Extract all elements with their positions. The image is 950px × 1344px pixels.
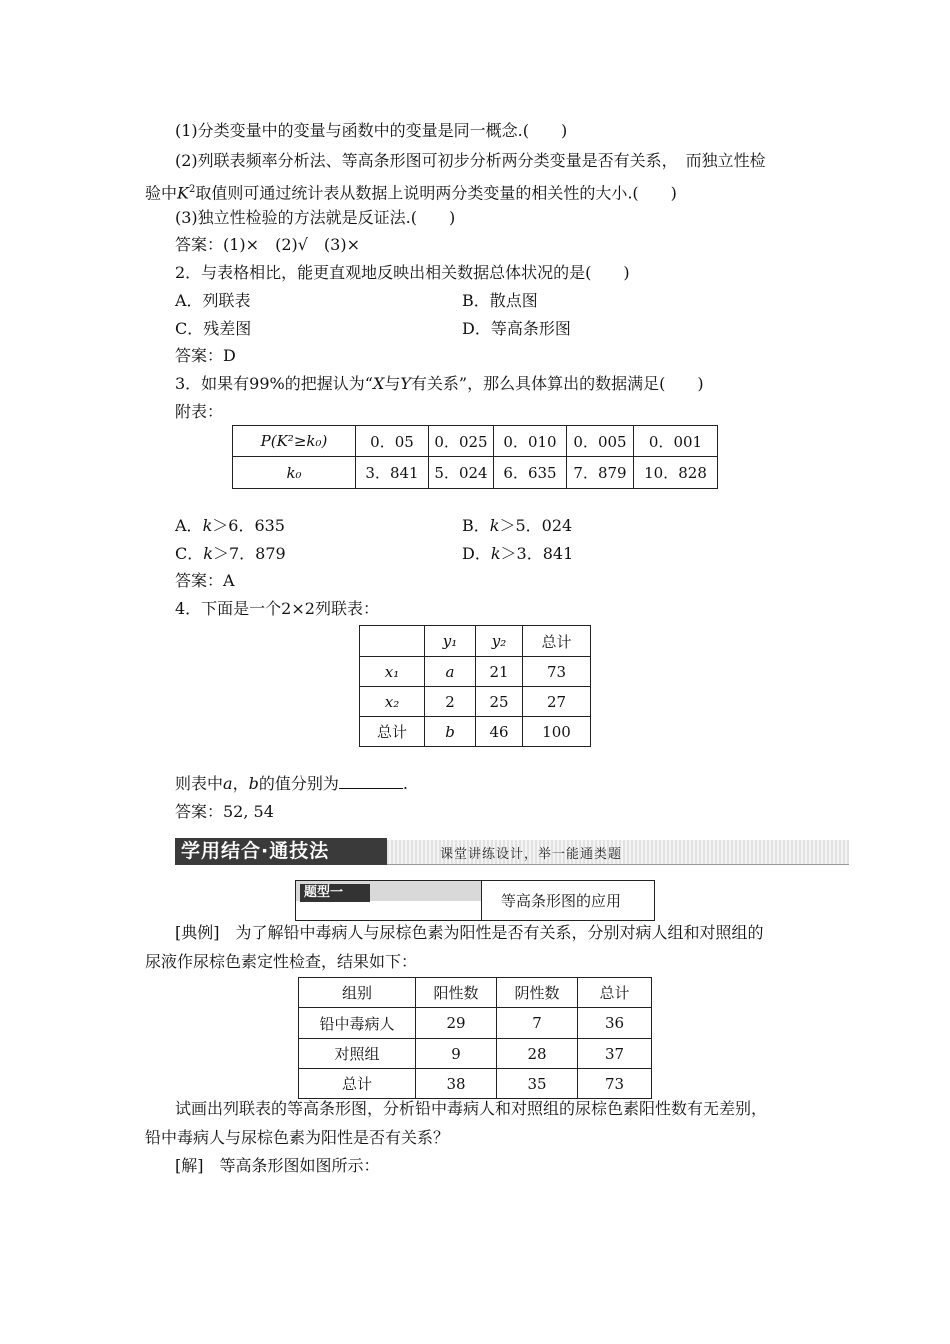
option-value: ＞6．635 [212, 516, 285, 535]
table-cell: 0．001 [634, 426, 718, 457]
table-cell: 21 [476, 657, 523, 687]
example-question-2: 铅中毒病人与尿棕色素为阳性是否有关系？ [145, 1128, 450, 1147]
q1-answer: 答案：(1)× (2)√ (3)× [175, 235, 361, 254]
table-cell: 0．010 [494, 426, 567, 457]
q3-stem [175, 374, 704, 394]
table-cell: 29 [416, 1008, 497, 1039]
answer-blank [339, 774, 403, 789]
critical-value-table [232, 425, 718, 489]
k-exponent: 2 [188, 184, 196, 195]
q1-s2b-pre: 验中 [145, 183, 178, 203]
table-cell: 0．05 [356, 426, 429, 457]
table-cell [360, 626, 425, 657]
table-row [299, 1039, 652, 1069]
table-cell: 35 [497, 1069, 578, 1099]
section-banner-title: 学用结合·通技法 [175, 838, 387, 865]
table-cell: b [425, 717, 476, 747]
k-var: k [202, 516, 213, 535]
table-cell: 73 [523, 657, 591, 687]
option-letter: C． [175, 544, 204, 563]
topic-tag-label: 题型一 [300, 884, 370, 902]
option-letter: A． [175, 516, 203, 535]
contingency-table-2x2 [359, 625, 591, 747]
topic-title: 等高条形图的应用 [501, 892, 622, 910]
table-row [360, 687, 591, 717]
ask-text: 则表中 [175, 774, 224, 793]
table-cell: 总计 [578, 978, 652, 1008]
table-cell: 2 [425, 687, 476, 717]
q4-stem: 4．下面是一个2×2列联表： [175, 599, 379, 618]
example-question-1: 试画出列联表的等高条形图，分析铅中毒病人和对照组的尿棕色素阳性数有无差别， [175, 1099, 768, 1118]
q3-appendix-label: 附表： [175, 402, 224, 421]
table-cell: 5．024 [429, 457, 494, 489]
ask-sep: ， [232, 774, 249, 793]
section-banner-subtitle: 课堂讲练设计，举一能通类题 [440, 847, 623, 862]
q1-statement-3: (3)独立性检验的方法就是反证法.( ) [175, 208, 456, 227]
example-intro-2: 尿液作尿棕色素定性检查，结果如下： [145, 952, 418, 971]
table-cell: 38 [416, 1069, 497, 1099]
table-cell: 阳性数 [416, 978, 497, 1008]
table-cell: P(K²≥k₀) [233, 426, 356, 457]
table-cell: 0．025 [429, 426, 494, 457]
q3-stem-post: 有关系”，那么具体算出的数据满足( ) [410, 374, 704, 393]
option-letter: B． [462, 516, 490, 535]
table-cell: 对照组 [299, 1039, 416, 1069]
table-cell: 25 [476, 687, 523, 717]
table-cell: 7 [497, 1008, 578, 1039]
lead-poisoning-table [298, 977, 652, 1099]
var-b: b [248, 774, 259, 793]
table-cell: x₂ [360, 687, 425, 717]
example-solution: [解] 等高条形图如图所示： [175, 1156, 380, 1175]
q3-stem-mid: 与 [384, 374, 401, 393]
table-row [299, 1069, 652, 1099]
table-cell: 总计 [523, 626, 591, 657]
table-row [360, 657, 591, 687]
q4-answer: 答案：52, 54 [175, 802, 274, 821]
table-cell: 铅中毒病人 [299, 1008, 416, 1039]
table-cell: y₂ [476, 626, 523, 657]
table-cell: 3．841 [356, 457, 429, 489]
table-row [299, 1008, 652, 1039]
option-value: ＞5．024 [499, 516, 573, 535]
table-cell: 100 [523, 717, 591, 747]
q1-statement-2b [145, 180, 677, 203]
table-cell: 0．005 [567, 426, 634, 457]
q4-ask [175, 774, 408, 794]
option-value: ＞7．879 [212, 544, 286, 563]
table-cell: 46 [476, 717, 523, 747]
option-value: ＞3．841 [500, 544, 574, 563]
table-cell: 9 [416, 1039, 497, 1069]
table-cell: 总计 [299, 1069, 416, 1099]
table-cell: x₁ [360, 657, 425, 687]
table-cell: 27 [523, 687, 591, 717]
table-cell: 总计 [360, 717, 425, 747]
table-row [360, 626, 591, 657]
table-cell: 73 [578, 1069, 652, 1099]
example-intro-1: [典例] 为了解铅中毒病人与尿棕色素为阳性是否有关系，分别对病人组和对照组的 [175, 923, 764, 942]
topic-tag-background [296, 881, 482, 920]
q2-option-b: B．散点图 [462, 291, 538, 310]
ask-text: 的值分别为 [258, 774, 339, 793]
k-symbol: K [177, 183, 189, 203]
table-cell: y₁ [425, 626, 476, 657]
q3-option-b [462, 516, 572, 536]
table-cell: 10．828 [634, 457, 718, 489]
option-letter: D． [462, 544, 491, 563]
table-cell: 6．635 [494, 457, 567, 489]
q1-statement-2a: (2)列联表频率分析法、等高条形图可初步分析两分类变量是否有关系， 而独立性检 [175, 151, 766, 170]
q2-stem: 2．与表格相比，能更直观地反映出相关数据总体状况的是( ) [175, 263, 630, 282]
q1-statement-1: (1)分类变量中的变量与函数中的变量是同一概念.( ) [175, 121, 568, 140]
table-cell: 28 [497, 1039, 578, 1069]
table-row [360, 717, 591, 747]
table-cell: k₀ [233, 457, 356, 489]
table-cell: a [425, 657, 476, 687]
q3-option-c [175, 544, 286, 564]
q2-option-d: D．等高条形图 [462, 319, 571, 338]
var-a: a [223, 774, 233, 793]
var-y: Y [400, 374, 411, 393]
q2-answer: 答案：D [175, 346, 236, 365]
var-x: X [372, 374, 385, 393]
table-cell: 37 [578, 1039, 652, 1069]
k-var: k [489, 516, 500, 535]
q3-stem-pre: 3．如果有99%的把握认为“ [175, 374, 373, 393]
q2-option-c: C．残差图 [175, 319, 252, 338]
table-cell: 36 [578, 1008, 652, 1039]
q1-s2b-post: 取值则可通过统计表从数据上说明两分类变量的相关性的大小.( ) [195, 183, 677, 203]
table-row [233, 457, 718, 489]
topic-header [295, 880, 655, 921]
q2-option-a: A．列联表 [175, 291, 251, 310]
table-cell: 阴性数 [497, 978, 578, 1008]
table-cell: 组别 [299, 978, 416, 1008]
table-cell: 7．879 [567, 457, 634, 489]
q3-option-a [175, 516, 285, 536]
k-var: k [490, 544, 501, 563]
q3-answer: 答案：A [175, 571, 235, 590]
k-var: k [203, 544, 213, 563]
table-row [233, 426, 718, 457]
q3-option-d [462, 544, 573, 564]
table-row [299, 978, 652, 1008]
ask-end: . [402, 774, 408, 793]
